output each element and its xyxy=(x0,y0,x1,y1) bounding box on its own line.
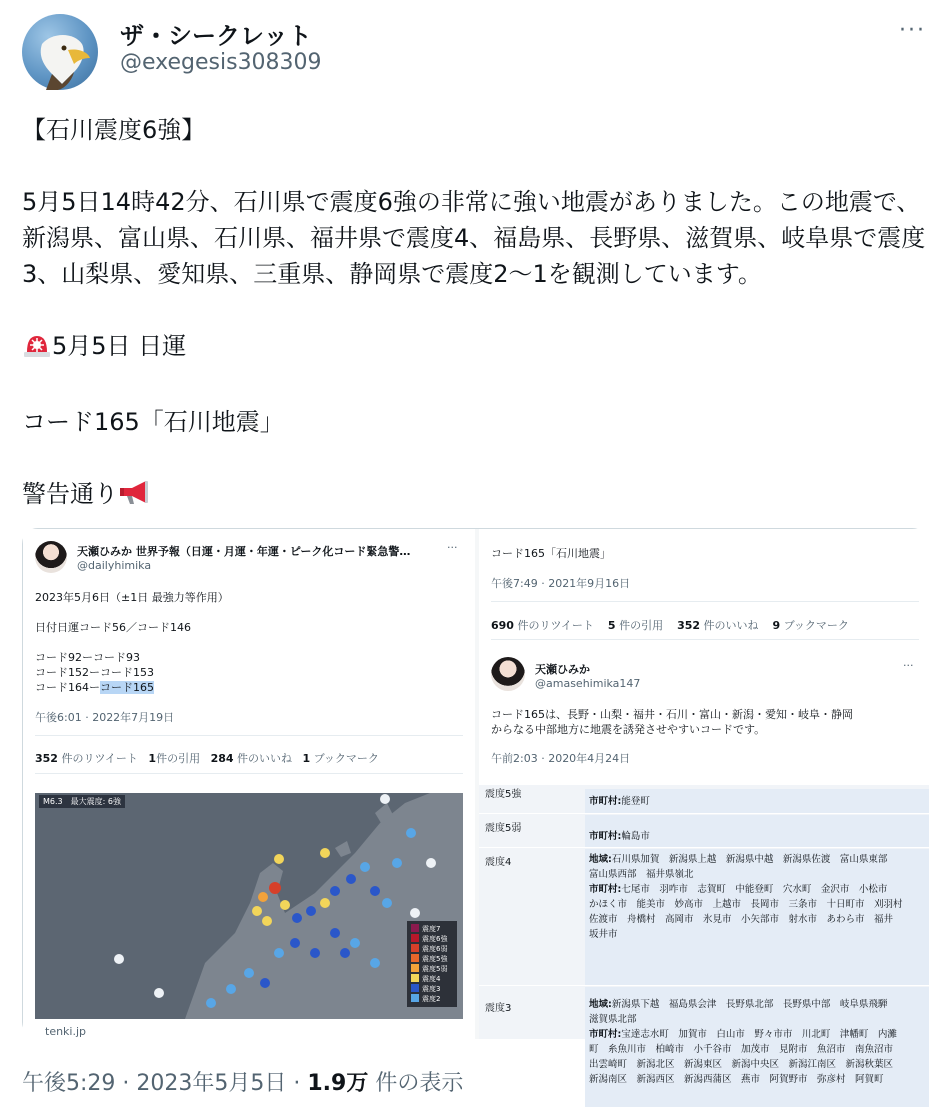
divider xyxy=(35,773,463,774)
legend-item: 震度5強 xyxy=(411,954,453,964)
tweet-time[interactable]: 午後5:29 · 2023年5月5日 · xyxy=(22,1071,308,1096)
amase-avatar xyxy=(491,657,525,691)
left-quotes: 1 xyxy=(148,752,157,765)
tweet-warning-text: 警告通り xyxy=(22,480,118,508)
divider xyxy=(479,813,929,814)
right-screenshot xyxy=(479,529,929,1085)
right-tweet-timestamp: 午前2:03 · 2020年4月24日 xyxy=(491,752,631,765)
legend-item: 震度2 xyxy=(411,994,453,1004)
right-tweet-text2: からなる中部地方に地震を誘発させやすいコードです。 xyxy=(491,723,766,736)
legend-swatch xyxy=(411,944,419,952)
right-likes: 352 xyxy=(677,619,701,632)
right-retweets: 690 xyxy=(491,619,514,632)
map-legend xyxy=(407,921,457,1007)
left-timestamp: 午後6:01 · 2022年7月19日 xyxy=(35,711,175,724)
divider xyxy=(479,847,929,848)
left-likes: 284 xyxy=(210,752,234,765)
left-retweets-label: 件のリツイート xyxy=(57,752,138,765)
left-likes-label: 件のいいね xyxy=(233,752,293,765)
left-tweet-name: 天瀬ひみか 世界予報（日運・月運・年運・ピーク化コード緊急警… xyxy=(77,545,411,558)
legend-swatch xyxy=(411,924,419,932)
legend-swatch xyxy=(411,994,419,1002)
legend-item: 震度4 xyxy=(411,974,453,984)
left-bookmarks-label: ブックマーク xyxy=(310,752,379,765)
display-name[interactable]: ザ・シークレット xyxy=(120,22,312,50)
divider xyxy=(491,639,919,640)
table-cell: 地域:石川県加賀 新潟県上越 新潟県中越 新潟県佐渡 富山県東部 富山県西部 福井県嶺北 市町村:七尾市 羽咋市 志賀町 中能登町 穴水町 金沢市 小松市 かほく市 能美市 妙高市 上越市 長岡市 三条市 十日町市 刈羽村 佐渡市 舟橋村 高岡市 氷見市 小矢部市 射水市 あわら市 福井 坂井市 xyxy=(585,849,929,985)
right-top-stats xyxy=(491,617,849,633)
left-stats xyxy=(35,750,379,766)
legend-item: 震度5弱 xyxy=(411,964,453,974)
table-cell: 地域:新潟県下越 福島県会津 長野県北部 長野県中部 岐阜県飛騨 滋賀県北部 市町村:宝達志水町 加賀市 白山市 野々市市 川北町 津幡町 内灘 町 糸魚川市 柏崎市 小千谷市 加茂市 見附市 魚沼市 南魚沼市 出雲崎町 新潟北区 新潟東区 新潟中央区 新潟江南区 新潟秋葉区 新潟南区 新潟西区 新潟西蒲区 燕市 阿賀野市 弥彦村 阿賀町 xyxy=(585,987,929,1107)
tweet-title: 【石川震度6強】 xyxy=(22,116,206,144)
left-line5-highlight: コード165 xyxy=(100,681,154,694)
siren-icon xyxy=(22,330,52,368)
right-bookmarks-label: ブックマーク xyxy=(780,619,849,632)
row-label: 震度4 xyxy=(485,857,512,868)
left-more-icon: ··· xyxy=(447,541,458,554)
divider xyxy=(479,985,929,986)
right-tweet-handle: @amasehimika147 xyxy=(535,677,641,690)
legend-item: 震度3 xyxy=(411,984,453,994)
right-quotes: 5 xyxy=(607,619,616,632)
left-line3: コード92ーコード93 xyxy=(35,651,140,664)
legend-swatch xyxy=(411,984,419,992)
legend-item: 震度6弱 xyxy=(411,944,453,954)
right-more-icon: ··· xyxy=(903,659,914,672)
legend-swatch xyxy=(411,974,419,982)
right-quotes-label: 件の引用 xyxy=(615,619,664,632)
row-label: 震度3 xyxy=(485,1003,512,1014)
row-label: 震度5弱 xyxy=(485,823,522,834)
right-likes-label: 件のいいね xyxy=(700,619,759,632)
tweet-body: 5月5日14時42分、石川県で震度6強の非常に強い地震がありました。この地震で、新潟県、富山県、石川県、福井県で震度4、福島県、長野県、滋賀県、岐阜県で震度3、山梨県、愛知県、三重県、静岡県で震度2〜1を観測しています。 xyxy=(22,188,926,288)
left-screenshot xyxy=(23,529,475,1039)
map-graphic xyxy=(35,793,463,1019)
right-top-timestamp: 午後7:49 · 2021年9月16日 xyxy=(491,577,631,590)
left-line5-prefix: コード164ー xyxy=(35,681,100,694)
divider xyxy=(491,601,919,602)
tweet-date-text: 5月5日 日運 xyxy=(52,332,187,360)
tweet-meta xyxy=(22,1066,463,1097)
tweet-warning-line xyxy=(22,476,927,516)
earthquake-map xyxy=(35,793,463,1019)
tweet-date-line xyxy=(22,328,927,368)
legend-swatch xyxy=(411,954,419,962)
left-retweets: 352 xyxy=(35,752,58,765)
left-line5 xyxy=(35,679,154,695)
view-count: 1.9万 xyxy=(307,1071,369,1096)
himika-avatar xyxy=(35,541,67,573)
view-label: 件の表示 xyxy=(368,1071,464,1096)
right-retweets-label: 件のリツイート xyxy=(513,619,594,632)
table-cell: 市町村:輪島市 xyxy=(585,815,929,847)
table-cell: 市町村:能登町 xyxy=(585,789,929,813)
divider xyxy=(35,735,463,736)
left-tweet-handle: @dailyhimika xyxy=(77,559,152,572)
left-line2: 日付日運コード56／コード146 xyxy=(35,621,191,634)
eagle-avatar-image xyxy=(22,14,98,90)
avatar[interactable] xyxy=(22,14,98,90)
more-options-icon[interactable]: ··· xyxy=(899,18,926,43)
left-quotes-label: 件の引用 xyxy=(156,752,201,765)
tweet-code-line: コード165「石川地震」 xyxy=(22,408,284,436)
right-bookmarks: 9 xyxy=(772,619,781,632)
right-top-text: コード165「石川地震」 xyxy=(491,547,611,560)
legend-swatch xyxy=(411,934,419,942)
intensity-table xyxy=(479,785,929,1085)
map-caption: M6.3 最大震度: 6強 xyxy=(39,795,125,808)
left-line1: 2023年5月6日（±1日 最強力等作用） xyxy=(35,591,229,604)
megaphone-icon xyxy=(118,478,152,516)
row-label: 震度5強 xyxy=(485,789,522,800)
right-tweet-text1: コード165は、長野・山梨・福井・石川・富山・新潟・愛知・岐阜・静岡 xyxy=(491,708,853,721)
right-tweet-name: 天瀬ひみか xyxy=(535,663,590,676)
legend-item: 震度7 xyxy=(411,924,453,934)
legend-item: 震度6強 xyxy=(411,934,453,944)
legend-swatch xyxy=(411,964,419,972)
map-source: tenki.jp xyxy=(45,1025,87,1038)
user-handle[interactable]: @exegesis308309 xyxy=(120,50,322,75)
left-line4: コード152ーコード153 xyxy=(35,666,154,679)
tweet-text xyxy=(22,112,927,516)
left-bookmarks: 1 xyxy=(302,752,311,765)
